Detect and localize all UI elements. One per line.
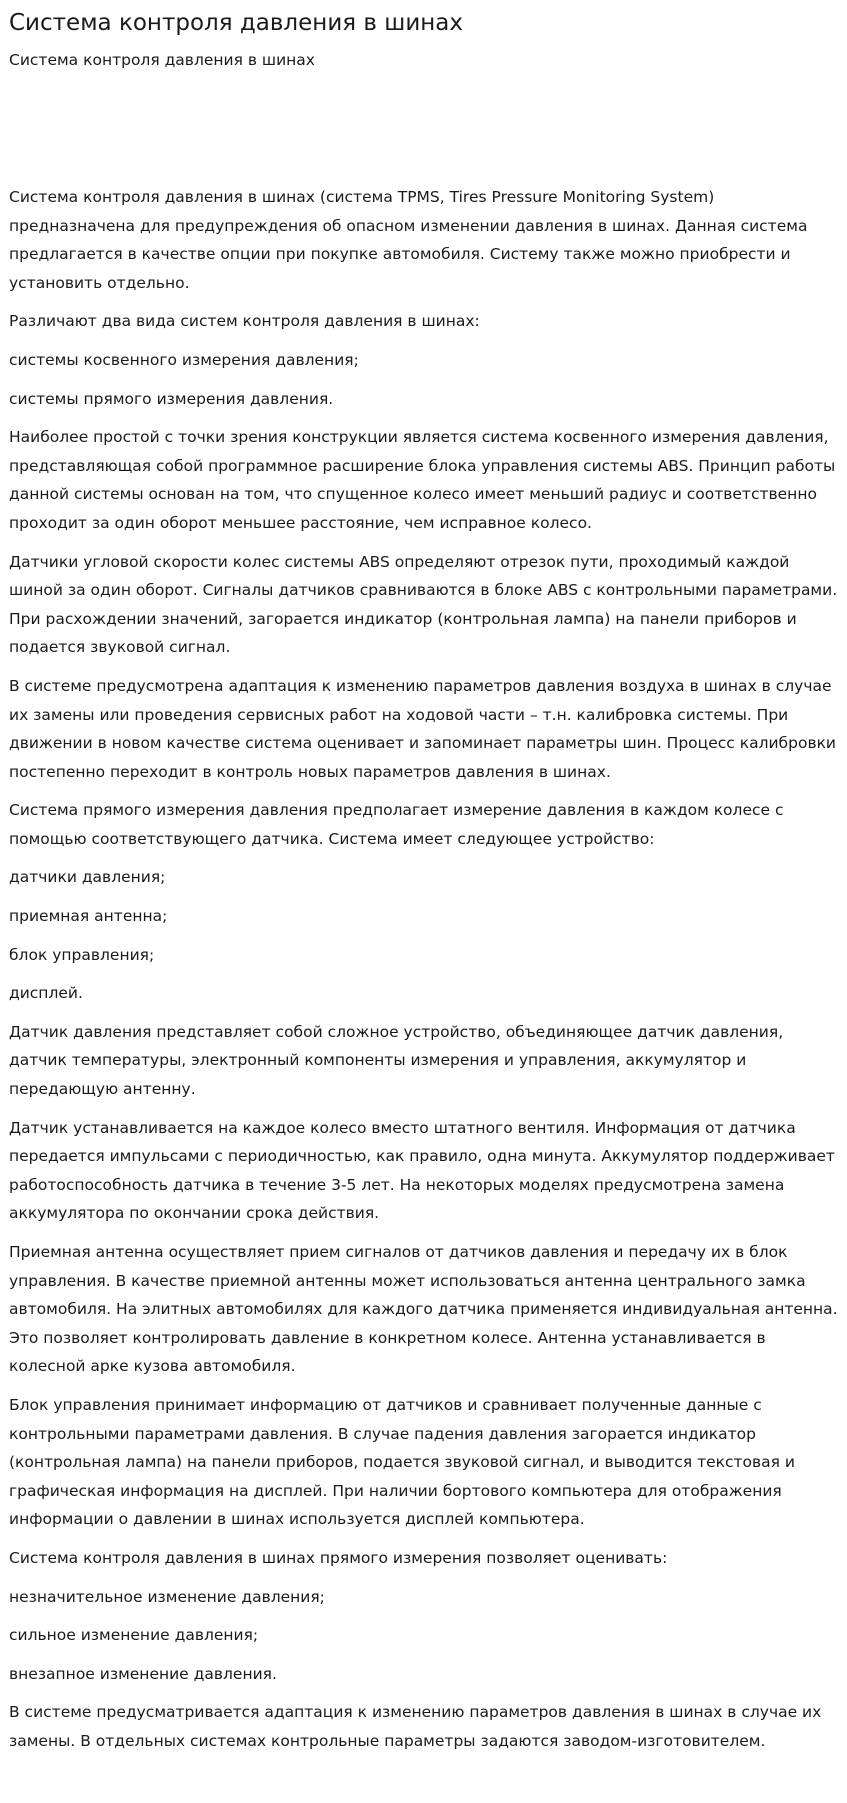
paragraph-calibration: В системе предусмотрена адаптация к изменению параметров давления воздуха в шинах в случае их замены или проведения сервисных работ на ходовой части – т.н. калибровка системы. При движении в новом качестве система оценивает и запоминает параметры шин. Процесс калибровки постепенно переходит в контроль новых параметров давления в шинах.: [9, 676, 837, 781]
page-title: Система контроля давления в шинах: [9, 10, 464, 36]
paragraph-sensor-description: Датчик давления представляет собой сложное устройство, объединяющее датчик давления, датчик температуры, электронный компоненты измерения и управления, аккумулятор и передающую антенну.: [9, 1022, 784, 1099]
list-item-sudden-change: внезапное изменение давления.: [9, 1664, 277, 1683]
list-item-display: дисплей.: [9, 984, 83, 1003]
paragraph-antenna: Приемная антенна осуществляет прием сигналов от датчиков давления и передачу их в блок управления. В качестве приемной антенны может использоваться антенна центрального замка автомобиля. На элитных автомобилях для каждого датчика применяется индивидуальная антенна. Это позволяет контролировать давление в конкретном колесе. Антенна устанавливается в колесной арке кузова автомобиля.: [9, 1243, 838, 1376]
list-item-receiving-antenna: приемная антенна;: [9, 907, 168, 926]
paragraph-control-unit: Блок управления принимает информацию от датчиков и сравнивает полученные данные с контрольными параметрами давления. В случае падения давления загорается индикатор (контрольная лампа) на панели приборов, подается звуковой сигнал, и выводится текстовая и графическая информация на дисплей. При наличии бортового компьютера для отображения информации о давлении в шинах используется дисплей компьютера.: [9, 1395, 795, 1529]
paragraph-types-heading: Различают два вида систем контроля давления в шинах:: [9, 312, 480, 331]
article-subtitle: Система контроля давления в шинах: [9, 51, 315, 69]
list-item-direct: системы прямого измерения давления.: [9, 389, 334, 408]
paragraph-evaluation-heading: Система контроля давления в шинах прямого измерения позволяет оценивать:: [9, 1548, 668, 1567]
paragraph-adaptation: В системе предусматривается адаптация к изменению параметров давления в шинах в случае их замены. В отдельных системах контрольные параметры задаются заводом-изготовителем.: [9, 1703, 822, 1750]
list-item-indirect: системы косвенного измерения давления;: [9, 350, 359, 369]
list-item-control-unit: блок управления;: [9, 945, 155, 964]
paragraph-abs-sensors: Датчики угловой скорости колес системы ABS определяют отрезок пути, проходимый каждой шиной за один оборот. Сигналы датчиков сравниваются в блоке ABS с контрольными параметрами. При расхождении значений, загорается индикатор (контрольная лампа) на панели приборов и подается звуковой сигнал.: [9, 552, 838, 657]
image-placeholder: [9, 70, 838, 183]
article-body: [9, 183, 838, 1756]
list-item-minor-change: незначительное изменение давления;: [9, 1587, 325, 1606]
paragraph-indirect-system: Наиболее простой с точки зрения конструкции является система косвенного измерения давления, представляющая собой программное расширение блока управления системы ABS. Принцип работы данной системы основан на том, что спущенное колесо имеет меньший радиус и соответственно проходит за один оборот меньшее расстояние, чем исправное колесо.: [9, 428, 836, 532]
list-item-major-change: сильное изменение давления;: [9, 1626, 259, 1645]
list-item-pressure-sensors: датчики давления;: [9, 868, 166, 887]
paragraph-intro: Система контроля давления в шинах (система TPMS, Tires Pressure Monitoring System) предназначена для предупреждения об опасном изменении давления в шинах. Данная система предлагается в качестве опции при покупке автомобиля. Систему также можно приобрести и установить отдельно.: [9, 188, 808, 292]
paragraph-direct-system: Система прямого измерения давления предполагает измерение давления в каждом колесе с помощью соответствующего датчика. Система имеет следующее устройство:: [9, 801, 784, 848]
paragraph-sensor-installation: Датчик устанавливается на каждое колесо вместо штатного вентиля. Информация от датчика передается импульсами с периодичностью, как правило, одна минута. Аккумулятор поддерживает работоспособность датчика в течение 3-5 лет. На некоторых моделях предусмотрена замена аккумулятора по окончании срока действия.: [9, 1118, 835, 1223]
